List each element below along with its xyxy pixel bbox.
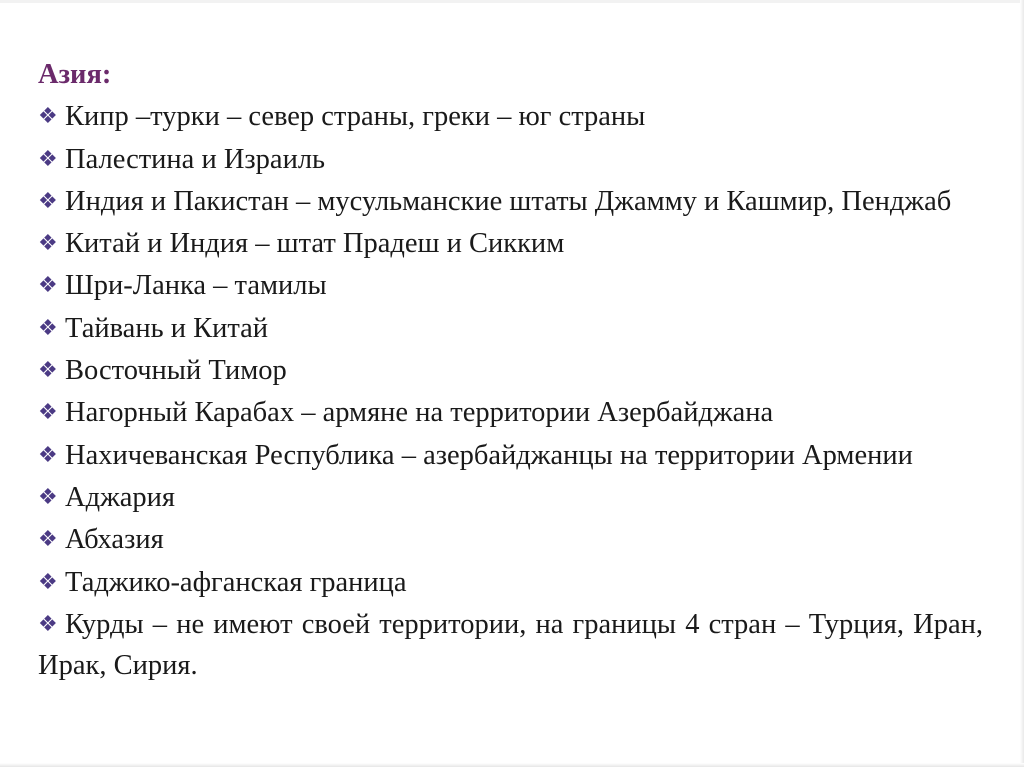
list-item [38,307,983,349]
list-item-text: Абхазия [65,524,164,556]
list-item-text: Индия и Пакистан – мусульманские штаты Джамму и Кашмир, Пенджаб [65,185,952,217]
list-item [38,95,983,137]
diamond-bullet-icon: ❖ [38,357,58,383]
diamond-bullet-icon: ❖ [38,610,58,636]
list-item [38,561,983,603]
diamond-bullet-icon: ❖ [38,483,58,509]
list-item [38,264,983,306]
slide-heading: Азия: [38,59,112,90]
slide-top-edge [0,0,1024,3]
diamond-bullet-icon: ❖ [38,145,58,171]
diamond-bullet-icon: ❖ [38,441,58,467]
list-item-text: Нахичеванская Республика – азербайджанцы на территории Армении [65,439,913,471]
diamond-bullet-icon: ❖ [38,187,58,213]
list-item [38,138,983,180]
list-item-text: Палестина и Израиль [65,143,326,175]
diamond-bullet-icon: ❖ [38,526,58,552]
slide-bottom-edge [0,763,1024,767]
diamond-bullet-icon: ❖ [38,272,58,298]
slide-content [38,54,983,686]
list-item-text: Аджария [65,481,176,513]
list-item-text: Курды – не имеют своей территории, на границы 4 стран – Турция, Иран, Ирак, Сирия. [38,608,983,682]
list-item-text: Шри-Ланка – тамилы [65,270,327,302]
diamond-bullet-icon: ❖ [38,399,58,425]
list-item-text: Таджико-афганская граница [65,566,407,598]
list-item [38,603,983,687]
list-item [38,349,983,391]
list-item-text: Восточный Тимор [65,355,287,387]
diamond-bullet-icon: ❖ [38,314,58,340]
list-item-text: Тайвань и Китай [65,312,269,344]
slide-right-edge [1020,0,1024,767]
list-item-text: Китай и Индия – штат Прадеш и Сикким [65,228,565,260]
diamond-bullet-icon: ❖ [38,230,58,256]
list-item [38,180,983,222]
list-item [38,391,983,433]
list-item [38,222,983,264]
list-item-text: Кипр –турки – север страны, греки – юг страны [65,101,646,133]
list-item [38,434,983,476]
diamond-bullet-icon: ❖ [38,103,58,129]
list-item-text: Нагорный Карабах – армяне на территории Азербайджана [65,397,774,429]
diamond-bullet-icon: ❖ [38,568,58,594]
list-item [38,476,983,518]
list-item [38,518,983,560]
